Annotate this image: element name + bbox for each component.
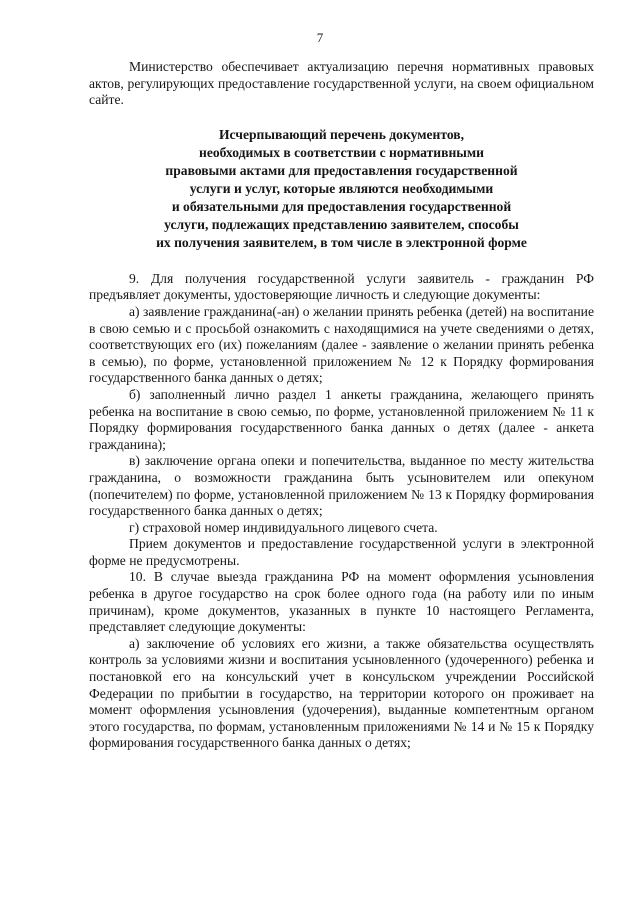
heading-line: правовыми актами для предоставления государственной	[165, 162, 518, 178]
page-number: 7	[316, 30, 324, 45]
intro-paragraph: Министерство обеспечивает актуализацию перечня нормативных правовых актов, регулирующих предоставление государственной услуги, на своем официальном сайте.	[89, 59, 594, 108]
heading-line: необходимых в соответствии с нормативными	[198, 144, 485, 160]
paragraph-9: 9. Для получения государственной услуги заявитель - гражданин РФ предъявляет документы, удостоверяющие личность и следующие документы:	[89, 270, 594, 303]
document-body	[89, 59, 594, 752]
item-b-questionnaire: б) заполненный лично раздел 1 анкеты гражданина, желающего принять ребенка на воспитание в свою семью, по форме, установленной приложением № 11 к Порядку формирования государственного банка данных о детях (далее - анкета гражданина);	[89, 386, 594, 452]
item-a-living-conditions: а) заключение об условиях его жизни, а также обязательства осуществлять контроль за условиями жизни и воспитания усыновленного (удочеренного) ребенка и постановкой его на консульский учет в консульском учреждении Российской Федерации по прибытии в государство, на территории которого он проживает на момент оформления усыновления (удочерения), выданные компетентным органом этого государства, по формам, установленным приложениями № 14 и № 15 к Порядку формирования государственного банка данных о детях;	[89, 635, 594, 751]
item-a-application: а) заявление гражданина(-ан) о желании принять ребенка (детей) на воспитание в свою семью и с просьбой ознакомить с находящимися на учете сведениями о детях, соответствующих его (их) пожеланиям (далее - заявление о желании принять ребенка в семью), по форме, установленной приложением № 12 к Порядку формирования государственного банка данных о детях;	[89, 303, 594, 386]
paragraph-10: 10. В случае выезда гражданина РФ на момент оформления усыновления ребенка в другое государство на срок более одного года (на работу или по иным причинам), кроме документов, указанных в пункте 10 настоящего Регламента, представляет следующие документы:	[89, 569, 594, 635]
heading-line: Исчерпывающий перечень документов,	[218, 126, 465, 142]
heading-line: услуги, подлежащих представлению заявителем, способы	[164, 216, 519, 232]
item-d-insurance-number: г) страховой номер индивидуального лицевого счета.	[129, 519, 438, 535]
heading-line: услуги и услуг, которые являются необходимыми	[189, 180, 494, 196]
electronic-form-note: Прием документов и предоставление государственной услуги в электронной форме не предусмотрены.	[89, 536, 594, 568]
section-heading	[89, 126, 594, 252]
item-c-guardianship-conclusion: в) заключение органа опеки и попечительства, выданное по месту жительства гражданина, о возможности гражданина быть усыновителем или опекуном (попечителем) по форме, установленной приложением № 13 к Порядку формирования государственного банка данных о детях;	[89, 453, 594, 519]
heading-line: и обязательными для предоставления государственной	[171, 198, 512, 214]
heading-line: их получения заявителем, в том числе в электронной форме	[156, 234, 527, 250]
